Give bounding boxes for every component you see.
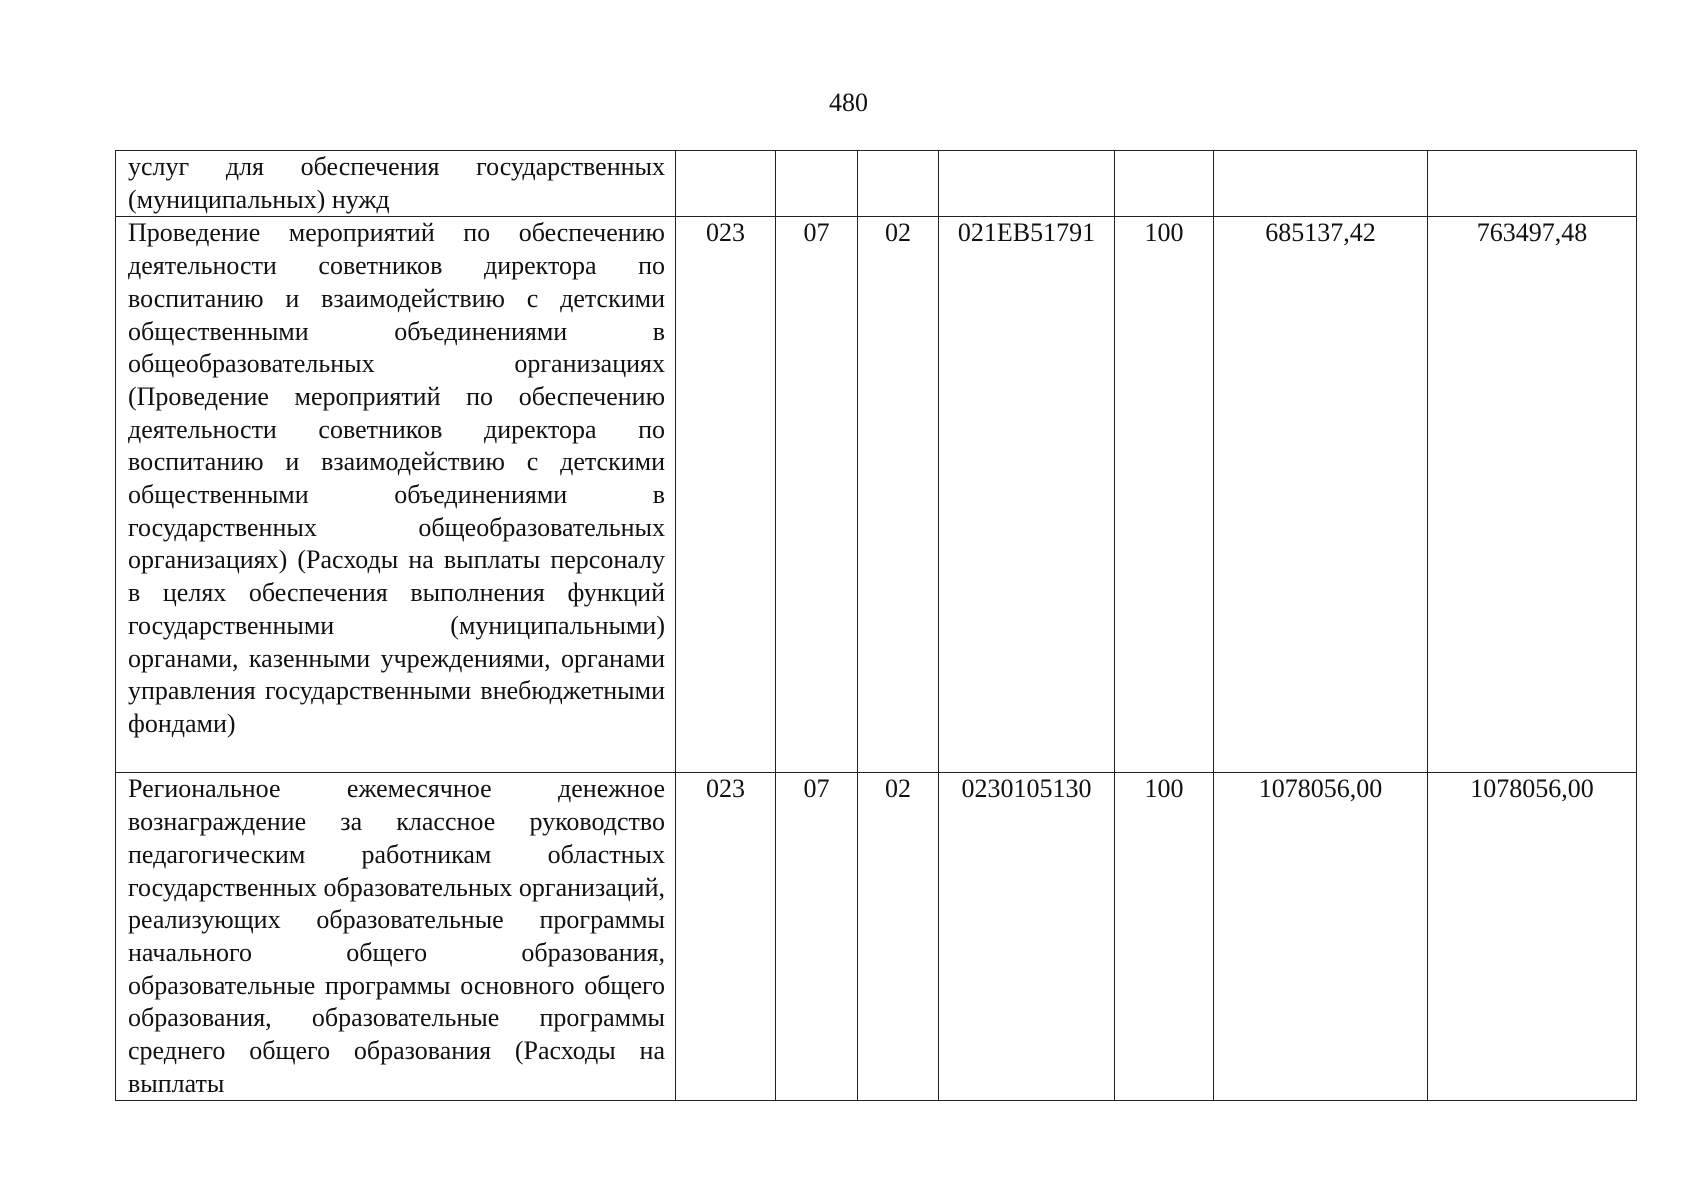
- amount-1-cell: [1214, 151, 1428, 217]
- target-article-cell: [939, 773, 1115, 1101]
- expense-type-code: 100: [1144, 218, 1184, 248]
- description-text: услуг для обеспечения государственных (муниципальных) нужд: [128, 152, 665, 214]
- expense-type-cell: [1115, 773, 1214, 1101]
- amount-2-cell: [1428, 151, 1637, 217]
- subsection-code: 02: [885, 774, 911, 804]
- description-text: Региональное ежемесячное денежное вознаграждение за классное руководство педагогическим работникам областных государственных образовательных организаций, реализующих образовательные программы начального общего образования, образовательные программы основного общего образования, образовательные программы среднего общего образования (Расходы на выплаты: [128, 774, 665, 1098]
- table-row: [116, 151, 1637, 217]
- amount-2-value: 763497,48: [1476, 218, 1588, 248]
- expense-type-code: 100: [1144, 774, 1184, 804]
- section-cell: [776, 217, 858, 773]
- section-cell: [776, 773, 858, 1101]
- target-article-cell: [939, 151, 1115, 217]
- description-cell: [116, 773, 676, 1101]
- amount-1-value: 685137,42: [1265, 218, 1376, 248]
- subsection-cell: [858, 217, 939, 773]
- ministry-cell: [676, 773, 776, 1101]
- amount-2-value: 1078056,00: [1470, 774, 1594, 804]
- amount-2-cell: [1428, 773, 1637, 1101]
- expense-type-cell: [1115, 217, 1214, 773]
- description-text: Проведение мероприятий по обеспечению деятельности советников директора по воспитанию и взаимодействию с детскими общественными объединениями в общеобразовательных организациях (Проведение мероприятий по обеспечению деятельности советников директора по воспитанию и взаимодействию с детскими общественными объединениями в государственных общеобразовательных организациях) (Расходы на выплаты персоналу в целях обеспечения выполнения функций государственными (муниципальными) органами, казенными учреждениями, органами управления государственными внебюджетными фондами): [128, 218, 665, 738]
- amount-2-cell: [1428, 217, 1637, 773]
- ministry-cell: [676, 217, 776, 773]
- section-code: 07: [803, 774, 830, 804]
- ministry-code: 023: [706, 218, 745, 248]
- description-cell: [116, 151, 676, 217]
- subsection-code: 02: [885, 218, 911, 248]
- target-article-cell: [939, 217, 1115, 773]
- page-number: 480: [829, 88, 868, 117]
- amount-1-cell: [1214, 217, 1428, 773]
- table-row: [116, 773, 1637, 1101]
- subsection-cell: [858, 151, 939, 217]
- section-code: 07: [803, 218, 830, 248]
- amount-1-value: 1078056,00: [1258, 774, 1383, 804]
- ministry-cell: [676, 151, 776, 217]
- expense-type-cell: [1115, 151, 1214, 217]
- budget-table: [115, 150, 1637, 1101]
- target-article-code: 0230105130: [961, 774, 1092, 804]
- section-cell: [776, 151, 858, 217]
- subsection-cell: [858, 773, 939, 1101]
- amount-1-cell: [1214, 773, 1428, 1101]
- ministry-code: 023: [706, 774, 745, 804]
- description-cell: [116, 217, 676, 773]
- target-article-code: 021EB51791: [957, 218, 1096, 248]
- table-row: [116, 217, 1637, 773]
